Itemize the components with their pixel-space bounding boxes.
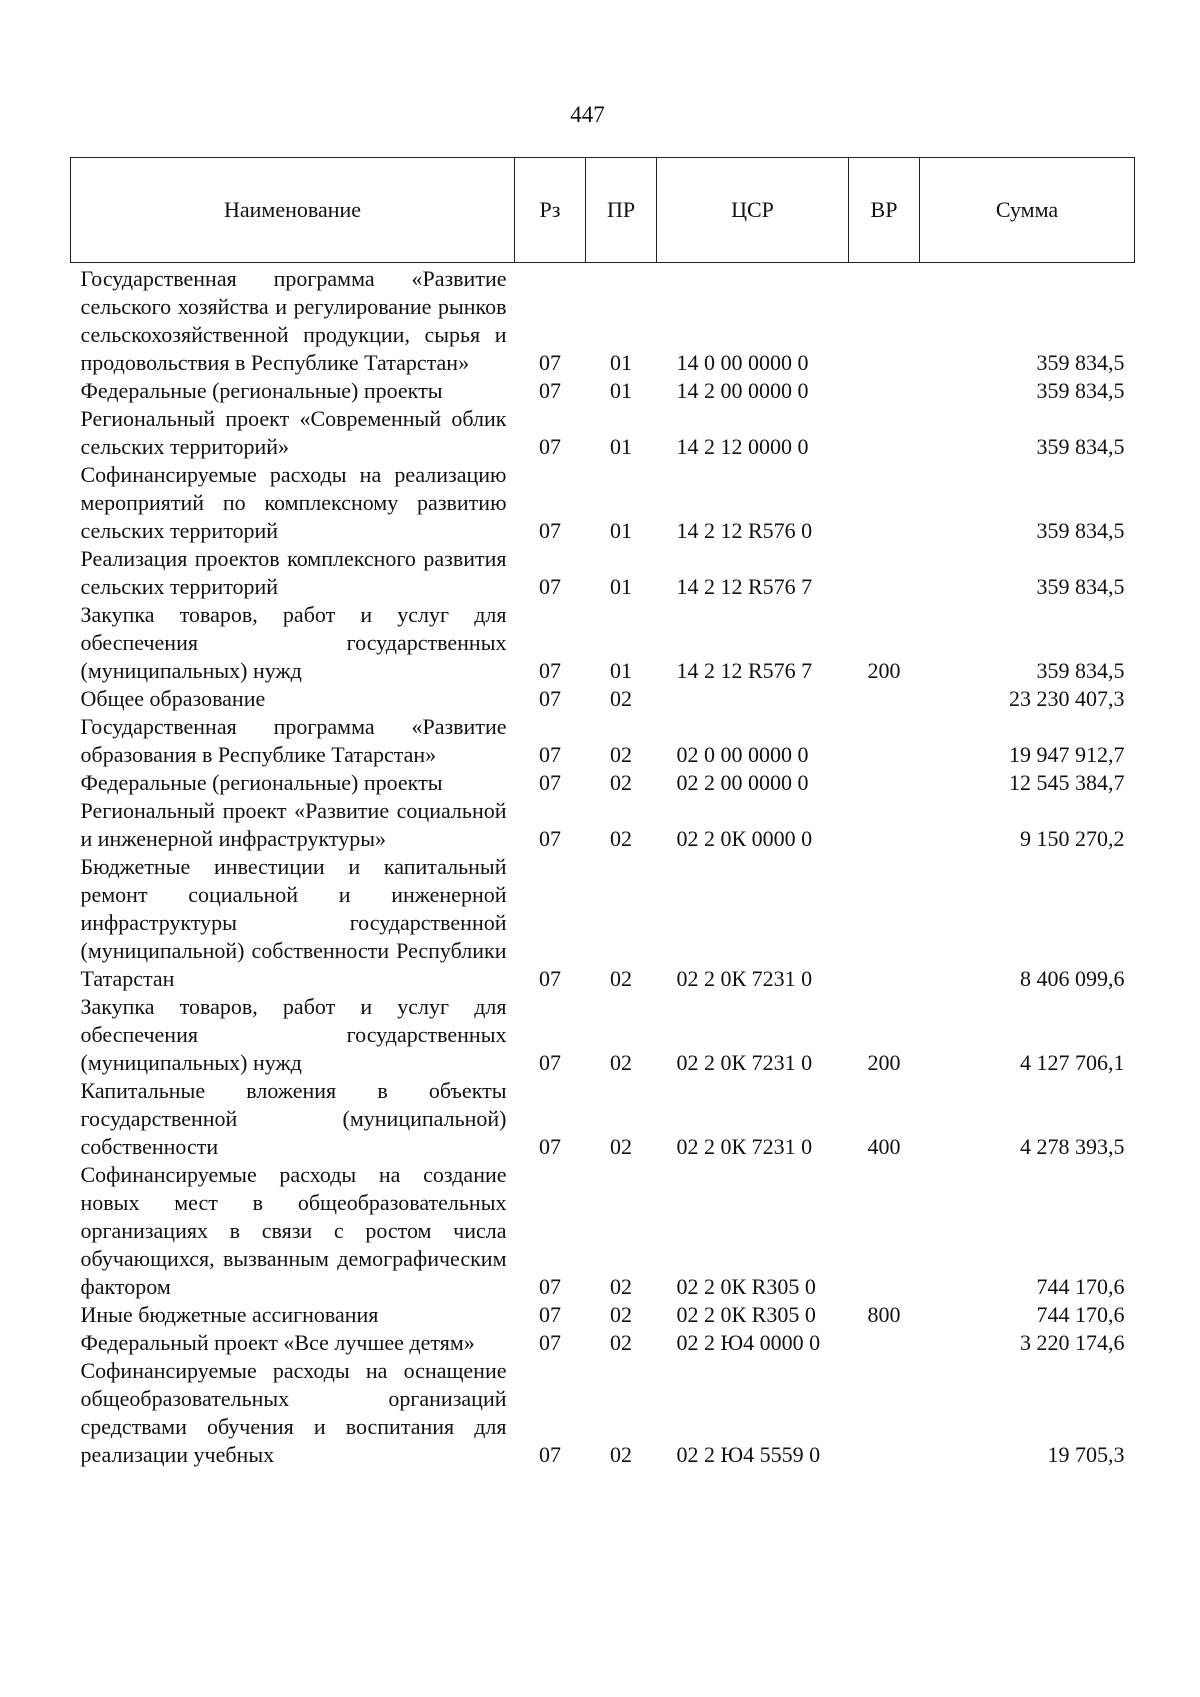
budget-table (70, 157, 1135, 1469)
table-header (71, 158, 1135, 263)
table-row (71, 1329, 1135, 1357)
cell-name: Региональный проект «Развитие социальной и инженерной инфраструктуры» (80, 798, 507, 851)
table-row (71, 461, 1135, 545)
cell-name: Государственная программа «Развитие образования в Республике Татарстан» (80, 714, 507, 767)
cell-name: Закупка товаров, работ и услуг для обеспечения государственных (муниципальных) нужд (80, 602, 507, 683)
table-row (71, 769, 1135, 797)
cell-pr: 01 (610, 378, 632, 403)
cell-sum: 359 834,5 (1036, 350, 1125, 375)
cell-pr: 01 (610, 434, 632, 459)
cell-csr: 02 2 0К R305 0 (676, 1274, 816, 1299)
cell-rz: 07 (539, 826, 561, 851)
cell-name: Федеральные (региональные) проекты (80, 770, 443, 795)
cell-rz: 07 (539, 742, 561, 767)
cell-csr: 14 2 00 0000 0 (676, 378, 809, 403)
cell-csr: 14 0 00 0000 0 (676, 350, 809, 375)
cell-pr: 01 (610, 350, 632, 375)
cell-name: Региональный проект «Современный облик сельских территорий» (80, 406, 507, 459)
cell-csr: 02 2 00 0000 0 (676, 770, 809, 795)
cell-vr (849, 405, 920, 461)
cell-pr: 02 (610, 1050, 632, 1075)
cell-vr (849, 377, 920, 405)
table-row (71, 1357, 1135, 1469)
cell-pr: 02 (610, 742, 632, 767)
cell-rz: 07 (539, 1050, 561, 1075)
cell-rz: 07 (539, 434, 561, 459)
page-number: 447 (570, 102, 605, 127)
cell-sum: 359 834,5 (1036, 434, 1125, 459)
cell-pr: 02 (610, 686, 632, 711)
cell-name: Капитальные вложения в объекты государственной (муниципальной) собственности (80, 1078, 507, 1159)
header-csr: ЦСР (657, 158, 849, 263)
cell-rz: 07 (539, 770, 561, 795)
cell-sum: 3 220 174,6 (1020, 1330, 1125, 1355)
cell-csr: 02 0 00 0000 0 (676, 742, 809, 767)
cell-sum: 744 170,6 (1036, 1274, 1125, 1299)
cell-rz: 07 (539, 1274, 561, 1299)
cell-csr: 14 2 12 R576 7 (676, 574, 813, 599)
cell-sum: 19 705,3 (1047, 1442, 1125, 1467)
header-rz: Рз (515, 158, 586, 263)
header-name: Наименование (71, 158, 515, 263)
cell-sum: 359 834,5 (1036, 658, 1125, 683)
cell-vr (849, 1161, 920, 1301)
cell-rz: 07 (539, 1302, 561, 1327)
cell-pr: 01 (610, 658, 632, 683)
header-sum: Сумма (920, 158, 1135, 263)
table-row (71, 853, 1135, 993)
cell-name: Федеральные (региональные) проекты (80, 378, 443, 403)
cell-vr (849, 461, 920, 545)
cell-pr: 02 (610, 1134, 632, 1159)
cell-name: Федеральный проект «Все лучшее детям» (80, 1330, 475, 1355)
table-row (71, 377, 1135, 405)
header-pr: ПР (586, 158, 657, 263)
cell-csr: 02 2 0К 7231 0 (676, 1134, 813, 1159)
cell-csr: 02 2 Ю4 5559 0 (676, 1442, 821, 1467)
table-body (71, 263, 1135, 1470)
cell-sum: 9 150 270,2 (1020, 826, 1125, 851)
cell-csr: 02 2 0К 7231 0 (676, 1050, 813, 1075)
cell-rz: 07 (539, 518, 561, 543)
cell-name: Иные бюджетные ассигнования (80, 1302, 379, 1327)
cell-name: Софинансируемые расходы на оснащение общеобразовательных организаций средствами обучения и воспитания для реализации учебных (80, 1358, 507, 1467)
cell-vr: 200 (867, 1050, 901, 1075)
cell-sum: 744 170,6 (1036, 1302, 1125, 1327)
cell-sum: 4 278 393,5 (1020, 1134, 1125, 1159)
table-row (71, 713, 1135, 769)
cell-vr: 400 (867, 1134, 901, 1159)
table-row (71, 1301, 1135, 1329)
cell-sum: 359 834,5 (1036, 378, 1125, 403)
cell-pr: 02 (610, 826, 632, 851)
cell-rz: 07 (539, 350, 561, 375)
cell-vr (849, 713, 920, 769)
cell-rz: 07 (539, 966, 561, 991)
table-row (71, 545, 1135, 601)
cell-name: Реализация проектов комплексного развития сельских территорий (80, 546, 507, 599)
table-row (71, 797, 1135, 853)
cell-vr (849, 1357, 920, 1469)
cell-csr: 14 2 12 0000 0 (676, 434, 809, 459)
cell-vr (849, 853, 920, 993)
cell-name: Софинансируемые расходы на создание новых мест в общеобразовательных организациях в связи с ростом числа обучающихся, вызванным демографическим фактором (80, 1162, 507, 1299)
table-row (71, 1161, 1135, 1301)
cell-csr: 02 2 0К 0000 0 (676, 826, 813, 851)
cell-csr: 14 2 12 R576 0 (676, 518, 813, 543)
cell-vr: 200 (867, 658, 901, 683)
cell-sum: 8 406 099,6 (1020, 966, 1125, 991)
cell-sum: 359 834,5 (1036, 518, 1125, 543)
cell-sum: 12 545 384,7 (1009, 770, 1125, 795)
cell-sum: 19 947 912,7 (1009, 742, 1125, 767)
cell-rz: 07 (539, 378, 561, 403)
header-vr: ВР (849, 158, 920, 263)
table-row (71, 1077, 1135, 1161)
cell-pr: 02 (610, 1330, 632, 1355)
cell-rz: 07 (539, 1134, 561, 1159)
cell-sum: 23 230 407,3 (1009, 686, 1125, 711)
table-row (71, 685, 1135, 713)
cell-vr: 800 (867, 1302, 901, 1327)
table-row (71, 263, 1135, 378)
cell-csr: 02 2 0К 7231 0 (676, 966, 813, 991)
cell-vr (849, 797, 920, 853)
header-row (71, 158, 1135, 263)
cell-pr: 01 (610, 518, 632, 543)
cell-rz: 07 (539, 686, 561, 711)
cell-pr: 02 (610, 1442, 632, 1467)
cell-sum: 4 127 706,1 (1020, 1050, 1125, 1075)
table-row (71, 601, 1135, 685)
cell-sum: 359 834,5 (1036, 574, 1125, 599)
cell-name: Государственная программа «Развитие сельского хозяйства и регулирование рынков сельскохозяйственной продукции, сырья и продовольствия в Республике Татарстан» (80, 266, 507, 375)
cell-vr (849, 685, 920, 713)
cell-vr (849, 1329, 920, 1357)
cell-name: Софинансируемые расходы на реализацию мероприятий по комплексному развитию сельских территорий (80, 462, 507, 543)
cell-csr: 14 2 12 R576 7 (676, 658, 813, 683)
cell-name: Общее образование (80, 686, 266, 711)
cell-name: Бюджетные инвестиции и капитальный ремонт социальной и инженерной инфраструктуры государственной (муниципальной) собственности Республики Татарстан (80, 854, 507, 991)
cell-csr: 02 2 Ю4 0000 0 (676, 1330, 821, 1355)
cell-rz: 07 (539, 1330, 561, 1355)
table-row (71, 405, 1135, 461)
cell-vr (849, 545, 920, 601)
cell-pr: 02 (610, 966, 632, 991)
cell-vr (849, 263, 920, 378)
cell-vr (849, 769, 920, 797)
cell-csr (657, 685, 849, 713)
cell-rz: 07 (539, 574, 561, 599)
cell-pr: 01 (610, 574, 632, 599)
cell-pr: 02 (610, 1302, 632, 1327)
cell-rz: 07 (539, 1442, 561, 1467)
table-row (71, 993, 1135, 1077)
cell-csr: 02 2 0К R305 0 (676, 1302, 816, 1327)
cell-pr: 02 (610, 770, 632, 795)
cell-rz: 07 (539, 658, 561, 683)
cell-name: Закупка товаров, работ и услуг для обеспечения государственных (муниципальных) нужд (80, 994, 507, 1075)
cell-pr: 02 (610, 1274, 632, 1299)
